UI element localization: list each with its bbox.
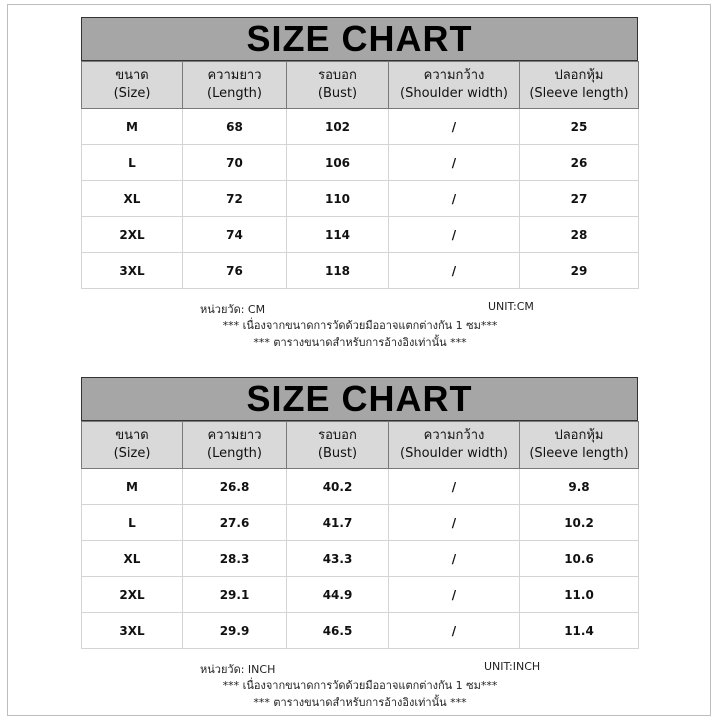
cell-size: XL [82,181,183,217]
cell-length: 26.8 [183,469,287,505]
header-shoulder-en: (Shoulder width) [400,86,508,101]
header-bust-en: (Bust) [317,86,358,101]
cell-size: XL [82,541,183,577]
table-row [82,181,639,217]
cell-sleeve: 10.2 [520,505,639,541]
header-shoulder-th: ความกว้าง [423,68,485,83]
header-length-th: ความยาว [207,428,262,443]
chart-title: SIZE CHART [81,17,638,61]
cell-length: 28.3 [183,541,287,577]
cell-shoulder: / [389,217,520,253]
cell-bust: 43.3 [287,541,389,577]
cell-shoulder: / [389,613,520,649]
cell-bust: 118 [287,253,389,289]
cell-sleeve: 11.0 [520,577,639,613]
header-size [82,62,183,109]
cell-shoulder: / [389,145,520,181]
header-sleeve [520,422,639,469]
cell-shoulder: / [389,109,520,145]
cell-sleeve: 26 [520,145,639,181]
cell-length: 74 [183,217,287,253]
header-size-th: ขนาด [115,428,149,443]
header-size [82,422,183,469]
cell-sleeve: 27 [520,181,639,217]
unit-label-english: UNIT:INCH [484,660,541,673]
cell-size: 2XL [82,217,183,253]
cell-length: 27.6 [183,505,287,541]
cell-sleeve: 25 [520,109,639,145]
chart-notes-inch [0,660,720,711]
header-sleeve-en: (Sleeve length) [529,86,629,101]
header-shoulder [389,422,520,469]
cell-shoulder: / [389,253,520,289]
measurement-note: *** เนื่องจากขนาดการวัดด้วยมืออาจแตกต่างกัน 1 ซม*** [222,679,498,692]
chart-notes-cm [0,300,720,351]
cell-bust: 110 [287,181,389,217]
unit-label-thai: หน่วยวัด: CM [200,303,266,316]
measurement-note: *** เนื่องจากขนาดการวัดด้วยมืออาจแตกต่างกัน 1 ซม*** [222,319,498,332]
header-size-en: (Size) [113,86,151,101]
cell-length: 29.9 [183,613,287,649]
cell-shoulder: / [389,577,520,613]
unit-row [0,300,720,317]
header-sleeve-th: ปลอกหุ้ม [554,68,604,83]
header-row [82,422,639,469]
reference-note: *** ตารางขนาดสำหรับการอ้างอิงเท่านั้น *** [253,696,467,709]
unit-label-thai: หน่วยวัด: INCH [200,663,276,676]
cell-shoulder: / [389,181,520,217]
size-table [81,61,639,289]
cell-bust: 46.5 [287,613,389,649]
table-row [82,109,639,145]
header-sleeve [520,62,639,109]
header-bust-en: (Bust) [317,446,358,461]
table-row [82,577,639,613]
cell-size: L [82,505,183,541]
cell-sleeve: 11.4 [520,613,639,649]
header-shoulder-th: ความกว้าง [423,428,485,443]
cell-bust: 102 [287,109,389,145]
header-shoulder-en: (Shoulder width) [400,446,508,461]
table-row [82,253,639,289]
header-length-en: (Length) [207,86,262,101]
header-size-en: (Size) [113,446,151,461]
cell-sleeve: 9.8 [520,469,639,505]
table-row [82,505,639,541]
table-row [82,145,639,181]
cell-size: M [82,469,183,505]
chart-title: SIZE CHART [81,377,638,421]
size-table [81,421,639,649]
cell-sleeve: 29 [520,253,639,289]
unit-row [0,660,720,677]
cell-size: L [82,145,183,181]
cell-shoulder: / [389,505,520,541]
table-row [82,541,639,577]
table-row [82,613,639,649]
table-row [82,469,639,505]
header-row [82,62,639,109]
cell-bust: 40.2 [287,469,389,505]
cell-sleeve: 28 [520,217,639,253]
size-chart-inch [81,377,638,649]
header-length-en: (Length) [207,446,262,461]
cell-sleeve: 10.6 [520,541,639,577]
header-bust [287,422,389,469]
cell-size: M [82,109,183,145]
header-length-th: ความยาว [207,68,262,83]
cell-length: 70 [183,145,287,181]
header-bust-th: รอบอก [318,68,357,83]
header-bust [287,62,389,109]
header-size-th: ขนาด [115,68,149,83]
size-chart-cm [81,17,638,289]
header-bust-th: รอบอก [318,428,357,443]
cell-bust: 114 [287,217,389,253]
cell-length: 72 [183,181,287,217]
cell-size: 2XL [82,577,183,613]
cell-shoulder: / [389,469,520,505]
cell-length: 68 [183,109,287,145]
cell-size: 3XL [82,253,183,289]
cell-length: 76 [183,253,287,289]
table-row [82,217,639,253]
reference-note: *** ตารางขนาดสำหรับการอ้างอิงเท่านั้น *** [253,336,467,349]
cell-shoulder: / [389,541,520,577]
unit-label-english: UNIT:CM [488,300,534,313]
header-length [183,62,287,109]
cell-bust: 41.7 [287,505,389,541]
header-sleeve-en: (Sleeve length) [529,446,629,461]
cell-bust: 44.9 [287,577,389,613]
cell-length: 29.1 [183,577,287,613]
cell-size: 3XL [82,613,183,649]
header-shoulder [389,62,520,109]
cell-bust: 106 [287,145,389,181]
header-length [183,422,287,469]
header-sleeve-th: ปลอกหุ้ม [554,428,604,443]
